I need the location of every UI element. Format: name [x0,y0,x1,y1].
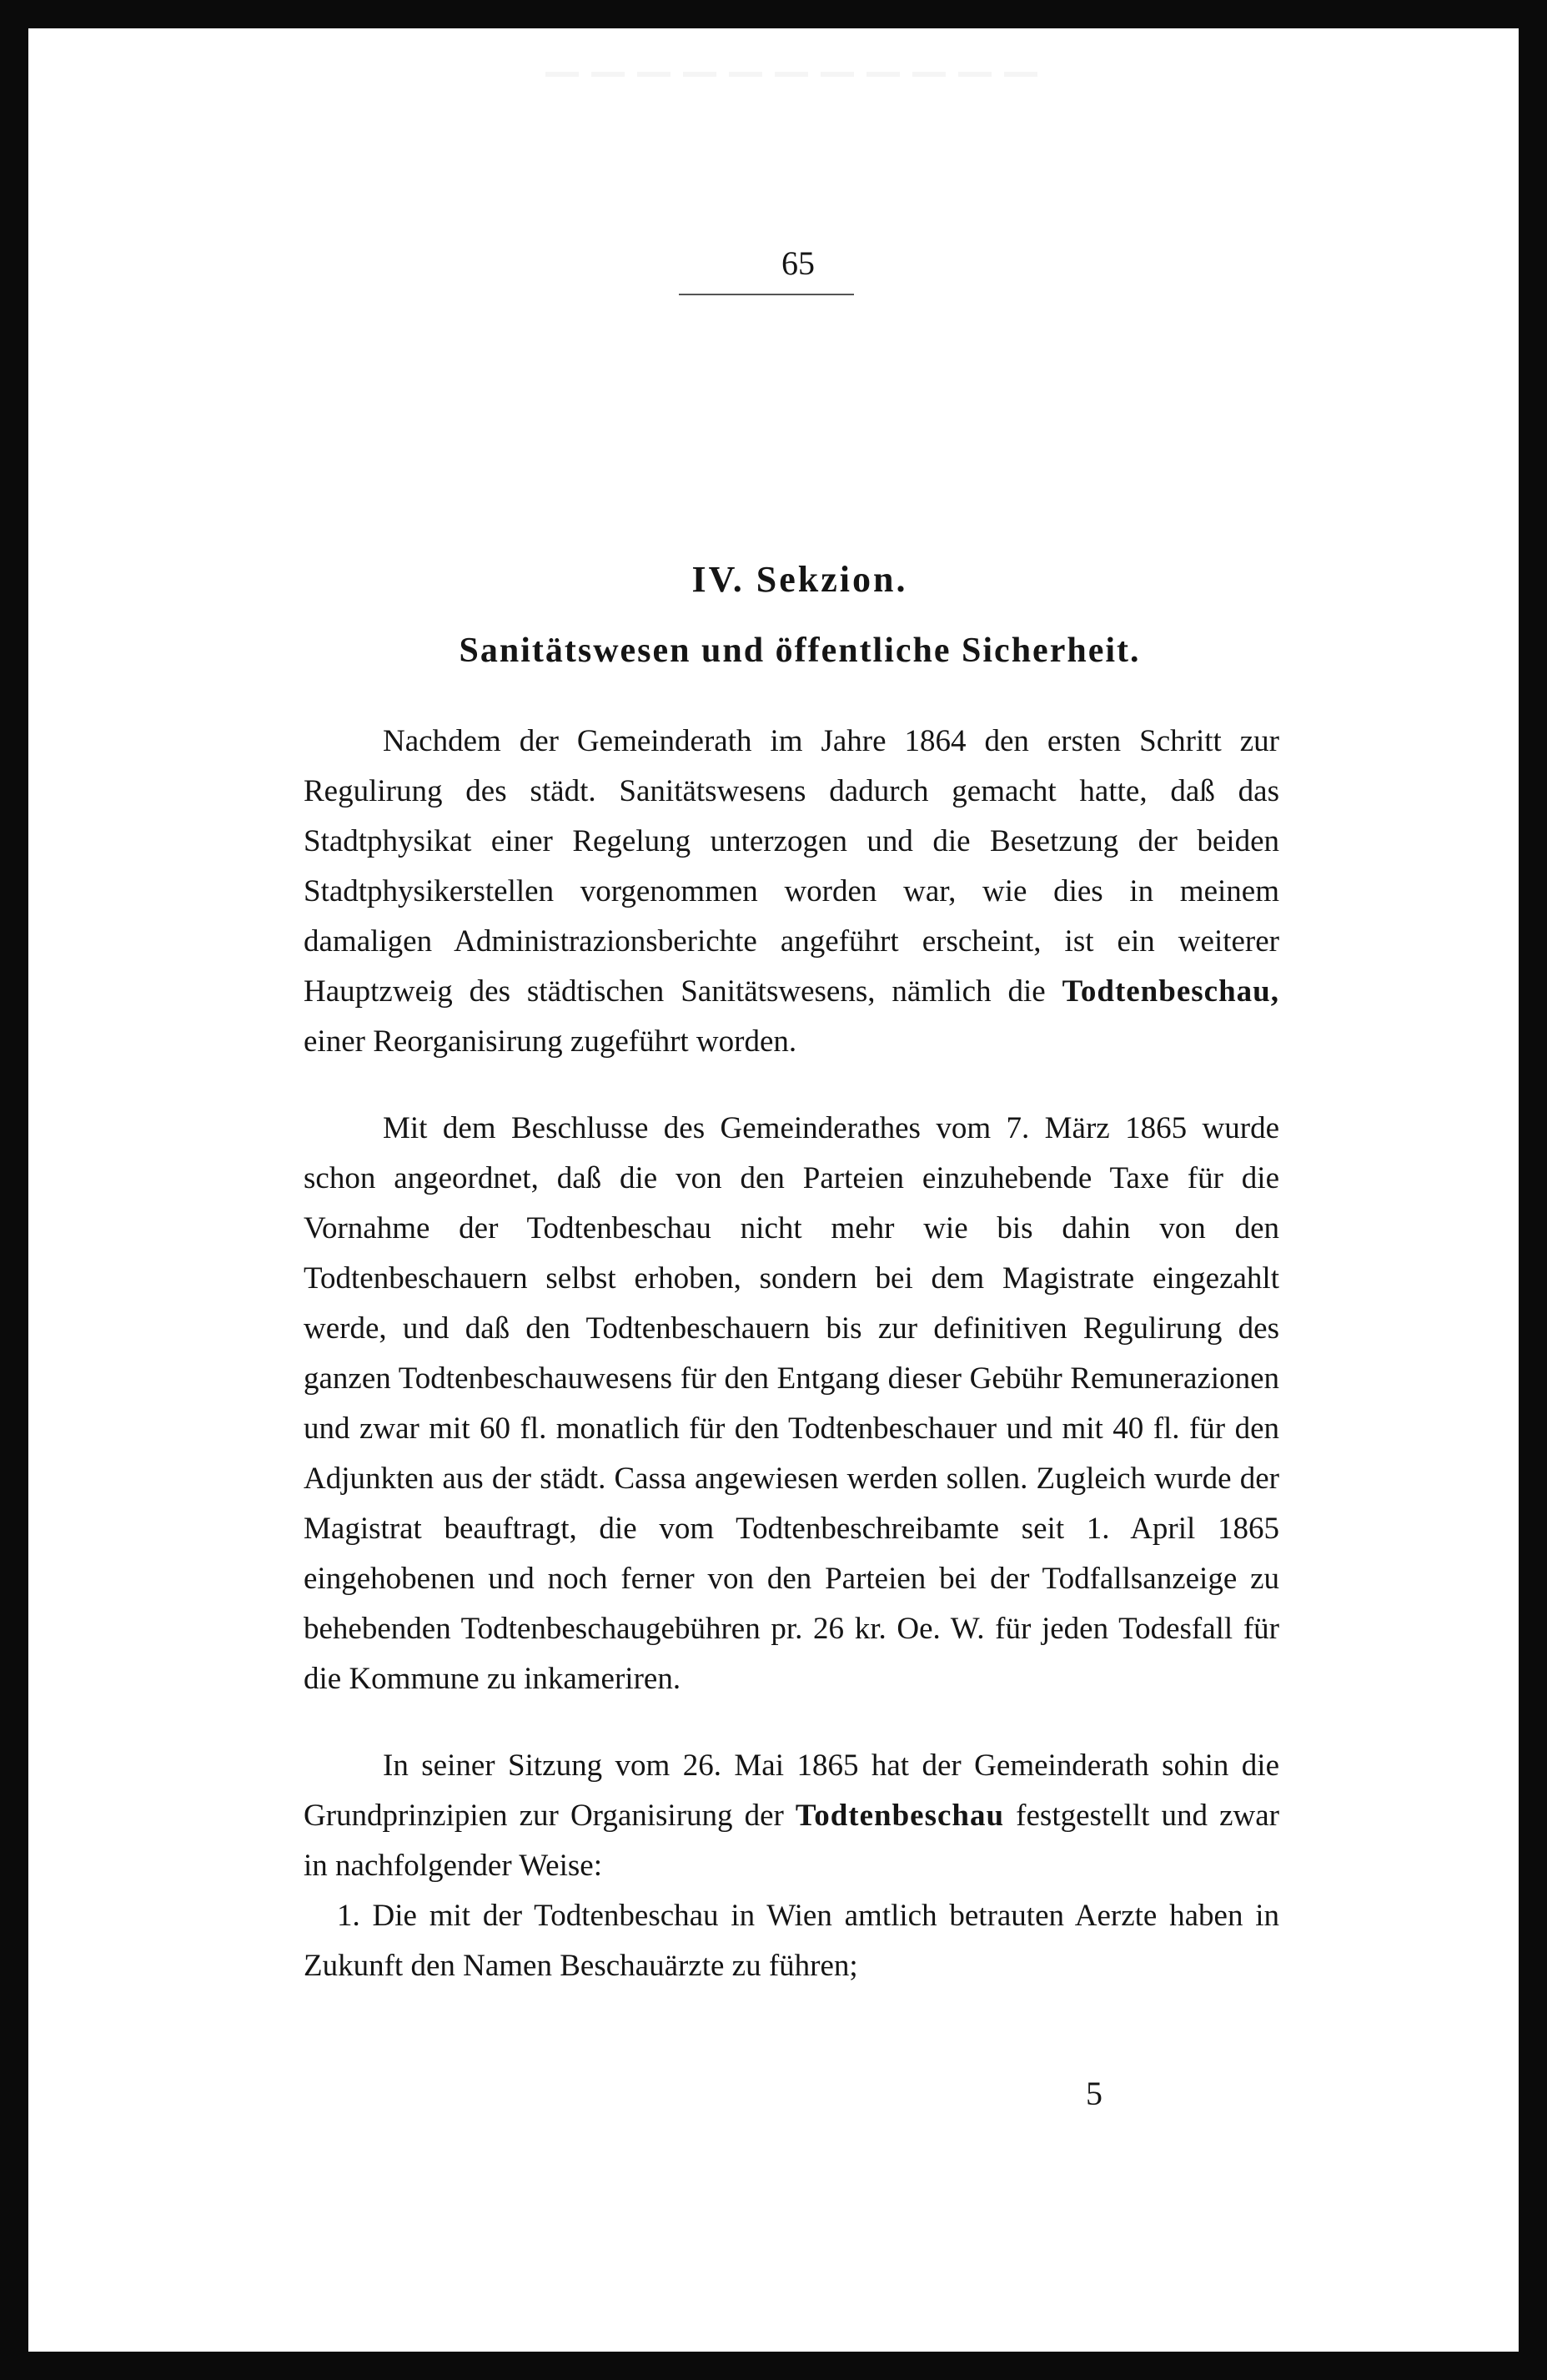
paragraph-3-text-a: In seiner Sitzung vom 26. Mai 1865 hat der Gemeinderath sohin die Grundprinzipien zur Organisirung der [304,1749,1279,1833]
page-number-rule [679,294,854,295]
section-heading: IV. Sekzion. [691,559,908,600]
paragraph-1-text-b: einer Reorganisirung zugeführt worden. [304,1024,797,1059]
numbered-item-1: 1. Die mit der Todtenbeschau in Wien amtlich betrauten Aerzte haben in Zukunft den Namen Beschauärzte zu führen; [304,1899,1279,1983]
bleed-through-mark [545,72,1046,77]
section-subtitle: Sanitätswesen und öffentliche Sicherheit. [459,631,1141,670]
paragraph-3 [304,1741,1279,1891]
paragraph-1-term: Todtenbeschau, [1062,974,1279,1009]
body-text [304,717,1279,1991]
paragraph-1-text-a: Nachdem der Gemeinderath im Jahre 1864 den ersten Schritt zur Regulirung des städt. Sanitätswesens dadurch gemacht hatte, daß das Stadtphysikat einer Regelung unterzogen und die Besetzung der beiden Stadtphysikerstellen vorgenommen worden war, wie dies in meinem damaligen Administrazionsberichte angeführt erscheint, ist ein weiterer Hauptzweig des städtischen Sanitätswesens, nämlich die [304,724,1279,1009]
paragraph-3-term: Todtenbeschau [795,1799,1005,1833]
paragraph-3-text-b: festgestellt und zwar in nachfolgender Weise: [304,1799,1279,1883]
page-number: 65 [781,244,815,282]
paragraph-1 [304,717,1279,1067]
signature-mark: 5 [1086,2075,1102,2112]
document-page [304,244,1279,1983]
paragraph-2: Mit dem Beschlusse des Gemeinderathes vom 7. März 1865 wurde schon angeordnet, daß die von den Parteien einzuhebende Taxe für die Vornahme der Todtenbeschau nicht mehr wie bis dahin von den Todtenbeschauern selbst erhoben, sondern bei dem Magistrate eingezahlt werde, und daß den Todtenbeschauern bis zur definitiven Regulirung des ganzen Todtenbeschauwesens für den Entgang dieser Gebühr Remunerazionen und zwar mit 60 fl. monatlich für den Todtenbeschauer und mit 40 fl. für den Adjunkten aus der städt. Cassa angewiesen werden sollen. Zugleich wurde der Magistrat beauftragt, die vom Todtenbeschreibamte seit 1. April 1865 eingehobenen und noch ferner von den Parteien bei der Todfallsanzeige zu behebenden Todtenbeschaugebühren pr. 26 kr. Oe. W. für jeden Todesfall für die Kommune zu inkameriren. [304,1111,1279,1696]
